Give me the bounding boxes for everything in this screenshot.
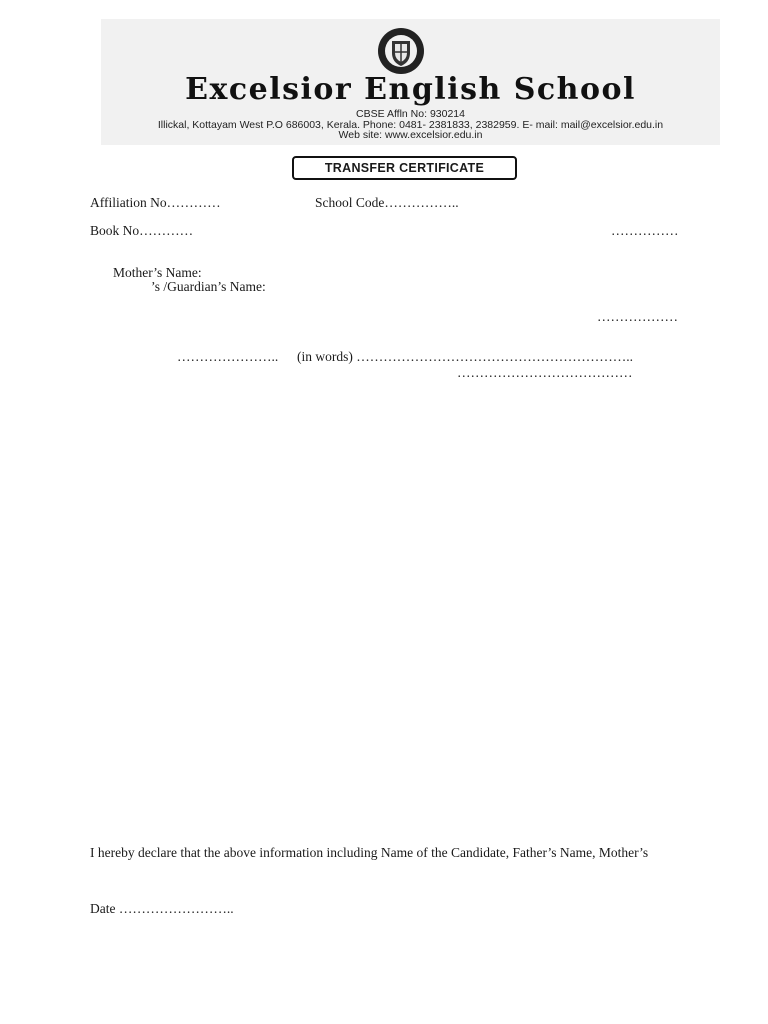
school-crest-icon <box>365 26 437 76</box>
continuation-dots: ………………………………… <box>457 365 633 380</box>
serial-no-dots: …………… <box>611 223 679 238</box>
book-no-field: Book No………… <box>90 223 194 238</box>
mothers-name-label: Mother’s Name: <box>113 265 202 280</box>
dob-in-words: (in words) …………………………………………………….. <box>297 349 633 364</box>
school-name: Excelsior English School <box>185 72 636 107</box>
certificate-title: TRANSFER CERTIFICATE <box>292 156 517 180</box>
cbse-affiliation: CBSE Affln No: 930214 <box>356 108 465 120</box>
guardians-name-label: ’s /Guardian’s Name: <box>151 279 266 294</box>
school-address: Illickal, Kottayam West P.O 686003, Kerala. Phone: 0481- 2381833, 2382959. E- mail: mail@excelsior.edu.in <box>157 119 664 131</box>
declaration-text: I hereby declare that the above information including Name of the Candidate, Father’s Name, Mother’s <box>90 845 649 860</box>
right-dots-field: ……………… <box>597 309 678 324</box>
school-code-field: School Code…………….. <box>315 195 459 210</box>
dob-figures-dots: ………………….. <box>177 349 279 364</box>
school-website: Web site: www.excelsior.edu.in <box>338 129 483 141</box>
date-field: Date …………………….. <box>90 901 234 916</box>
affiliation-no-field: Affiliation No………… <box>90 195 221 210</box>
letterhead <box>101 19 720 145</box>
